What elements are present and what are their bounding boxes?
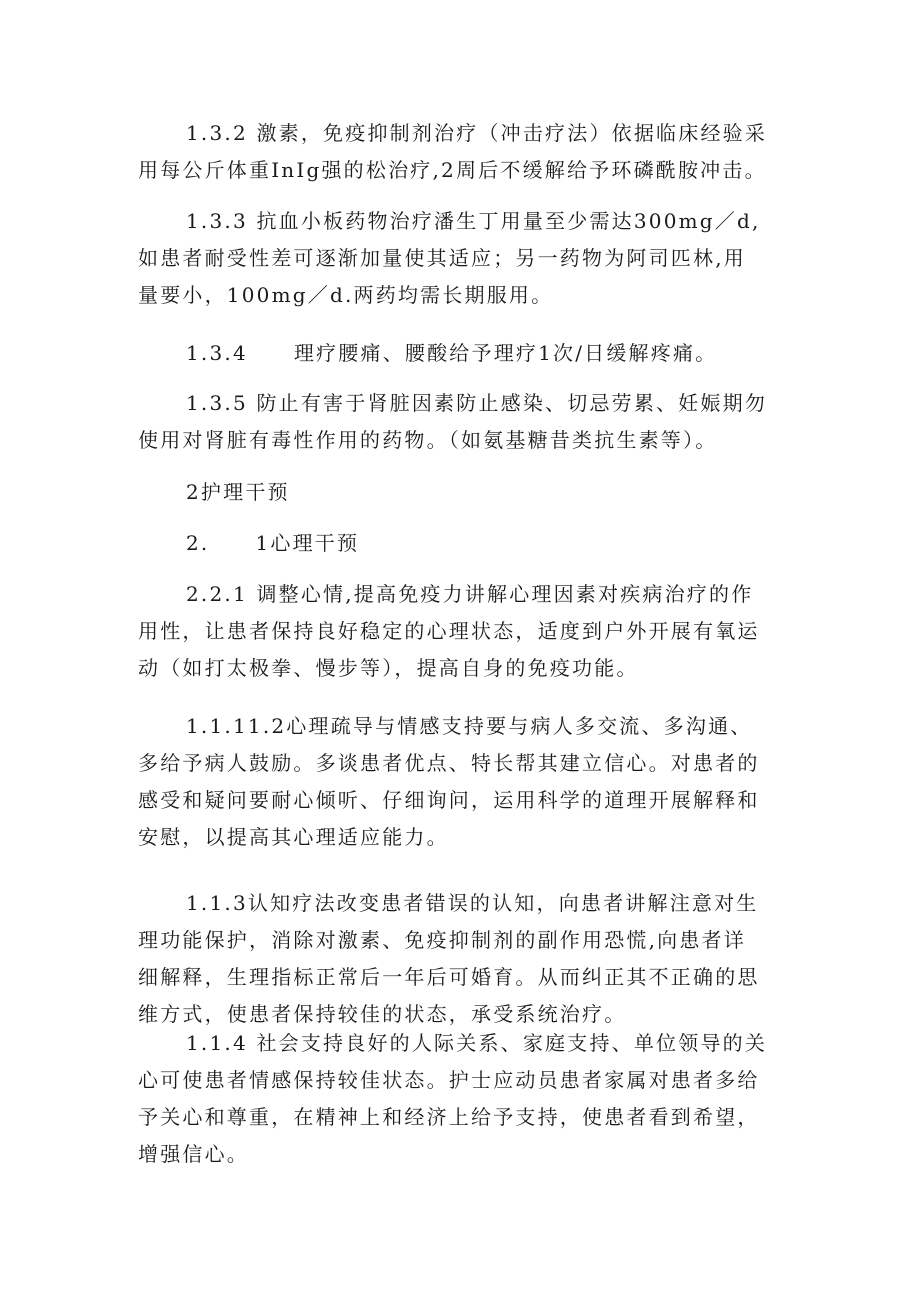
- paragraph-1-1-11-2: [138, 708, 818, 856]
- text-line: 1.3.5 防止有害于肾脏因素防止感染、切忌劳累、妊娠期勿: [186, 391, 768, 415]
- section-heading-nursing-intervention: [138, 474, 818, 511]
- paragraph-1-3-4: [138, 335, 818, 372]
- text-line: 用每公斤体重InIg强的松治疗,2周后不缓解给予环磷酰胺冲击。: [138, 158, 767, 182]
- text-line: 1.3.3 抗血小板药物治疗潘生丁用量至少需达300mg／d,: [186, 209, 761, 233]
- paragraph-1-3-2: [138, 115, 818, 189]
- text-line: 安慰，以提高其心理适应能力。: [138, 825, 449, 849]
- paragraph-1-3-3: [138, 203, 818, 314]
- text-line: 动（如打太极拳、慢步等），提高自身的免疫功能。: [138, 656, 639, 680]
- paragraph-1-1-3: [138, 885, 818, 1033]
- text-line: 细解释，生理指标正常后一年后可婚育。从而纠正其不正确的思: [138, 965, 760, 989]
- text-line: 维方式，使患者保持较佳的状态，承受系统治疗。: [138, 1002, 627, 1026]
- text-line: 1.1.4 社会支持良好的人际关系、家庭支持、单位领导的关: [186, 1031, 768, 1055]
- text-line: 1.3.2 激素，免疫抑制剂治疗（冲击疗法）依据临床经验采: [186, 121, 768, 145]
- subsection-heading-psychological-intervention: [138, 525, 818, 562]
- text-line: 如患者耐受性差可逐渐加量使其适应；另一药物为阿司匹林,用: [138, 246, 746, 270]
- text-line: 理功能保护，消除对激素、免疫抑制剂的副作用恐慌,向患者详: [138, 928, 746, 952]
- section-text: 1心理干预: [255, 531, 360, 555]
- section-text: 理疗腰痛、腰酸给予理疗1次/日缓解疼痛。: [293, 341, 718, 365]
- text-line: 使用对肾脏有毒性作用的药物。（如氨基糖昔类抗生素等）。: [138, 428, 718, 452]
- text-line: 予关心和尊重，在精神上和经济上给予支持，使患者看到希望，: [138, 1105, 760, 1129]
- text-line: 2.2.1 调整心情,提高免疫力讲解心理因素对疾病治疗的作: [186, 582, 754, 606]
- text-line: 感受和疑问要耐心倾听、仔细询问，运用科学的道理开展解释和: [138, 788, 760, 812]
- heading-text: [138, 525, 818, 562]
- paragraph-1-3-5: [138, 385, 818, 459]
- paragraph-1-1-4: [138, 1025, 818, 1173]
- text-line: 量要小，100mg／d.两药均需长期服用。: [138, 283, 554, 307]
- paragraph-2-2-1: [138, 576, 818, 687]
- text-line: 多给予病人鼓励。多谈患者优点、特长帮其建立信心。对患者的: [138, 751, 760, 775]
- section-number: 1.3.4: [186, 341, 248, 365]
- text-line: [138, 335, 818, 372]
- text-line: 1.1.3认知疗法改变患者错误的认知，向患者讲解注意对生: [186, 891, 759, 915]
- section-number: 2.: [186, 531, 210, 555]
- text-line: 用性，让患者保持良好稳定的心理状态，适度到户外开展有氧运: [138, 619, 760, 643]
- text-line: 1.1.11.2心理疏导与情感支持要与病人多交流、多沟通、: [186, 714, 753, 738]
- text-line: 增强信心。: [138, 1142, 249, 1166]
- heading-text: 2护理干预: [186, 480, 290, 504]
- text-line: 心可使患者情感保持较佳状态。护士应动员患者家属对患者多给: [138, 1068, 760, 1092]
